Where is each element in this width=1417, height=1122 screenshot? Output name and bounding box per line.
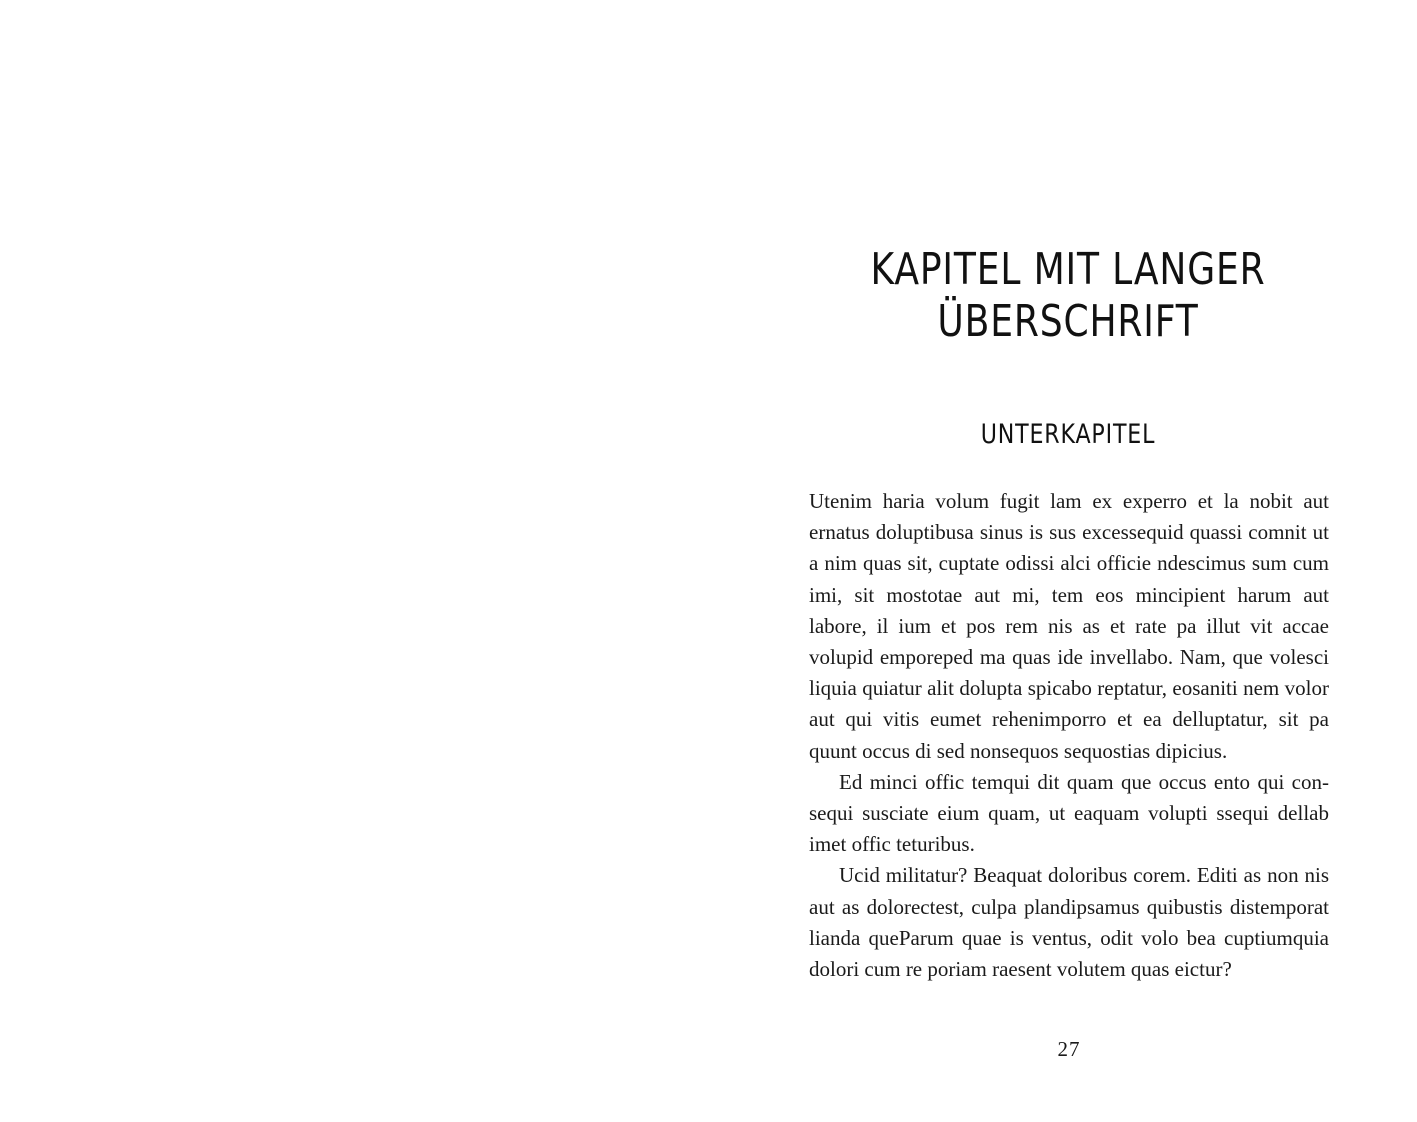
subchapter-title: UNTERKAPITEL xyxy=(980,419,1156,450)
paragraph-3: Ucid militatur? Beaquat doloribus corem. Editi as non nis aut as dolorectest, culpa plandipsamus quibustis distemporat lianda queParum quae is ventus, odit volo bea cuptiumquia dolori cum re poriam raesent volutem quas eictur? xyxy=(809,863,1329,982)
page-number: 27 xyxy=(1057,1037,1081,1061)
paragraph-1: Utenim haria volum fugit lam ex experro et la nobit aut ernatus doluptibusa sinus is sus excessequid quassi comnit ut a nim quas sit, cuptate odissi alci officie ndescimus sum cum imi, sit mostotae aut mi, tem eos mincipient harum aut labore, il ium et pos rem nis as et rate pa illut vit accae volupid emporeped ma quas ide invellabo. Nam, que volesci liquia quiatur alit dolupta spicabo reptatur, eosaniti nem volor aut qui vitis eumet rehenimporro et ea delluptatur, sit pa quunt occus di sed nonsequos sequostias dipicius. xyxy=(809,489,1329,763)
chapter-title xyxy=(855,244,1281,348)
chapter-title-line-2: ÜBERSCHRIFT xyxy=(937,296,1199,347)
paragraph-2: Ed minci offic temqui dit quam que occus ento qui consequi susciate eium quam, ut eaquam volupti ssequi dellab imet offic teturibus. xyxy=(809,769,1329,857)
chapter-title-line-1: KAPITEL MIT LANGER xyxy=(870,244,1266,295)
left-page-blank xyxy=(0,0,708,1122)
body-text xyxy=(809,486,1329,985)
right-page xyxy=(708,0,1417,1122)
